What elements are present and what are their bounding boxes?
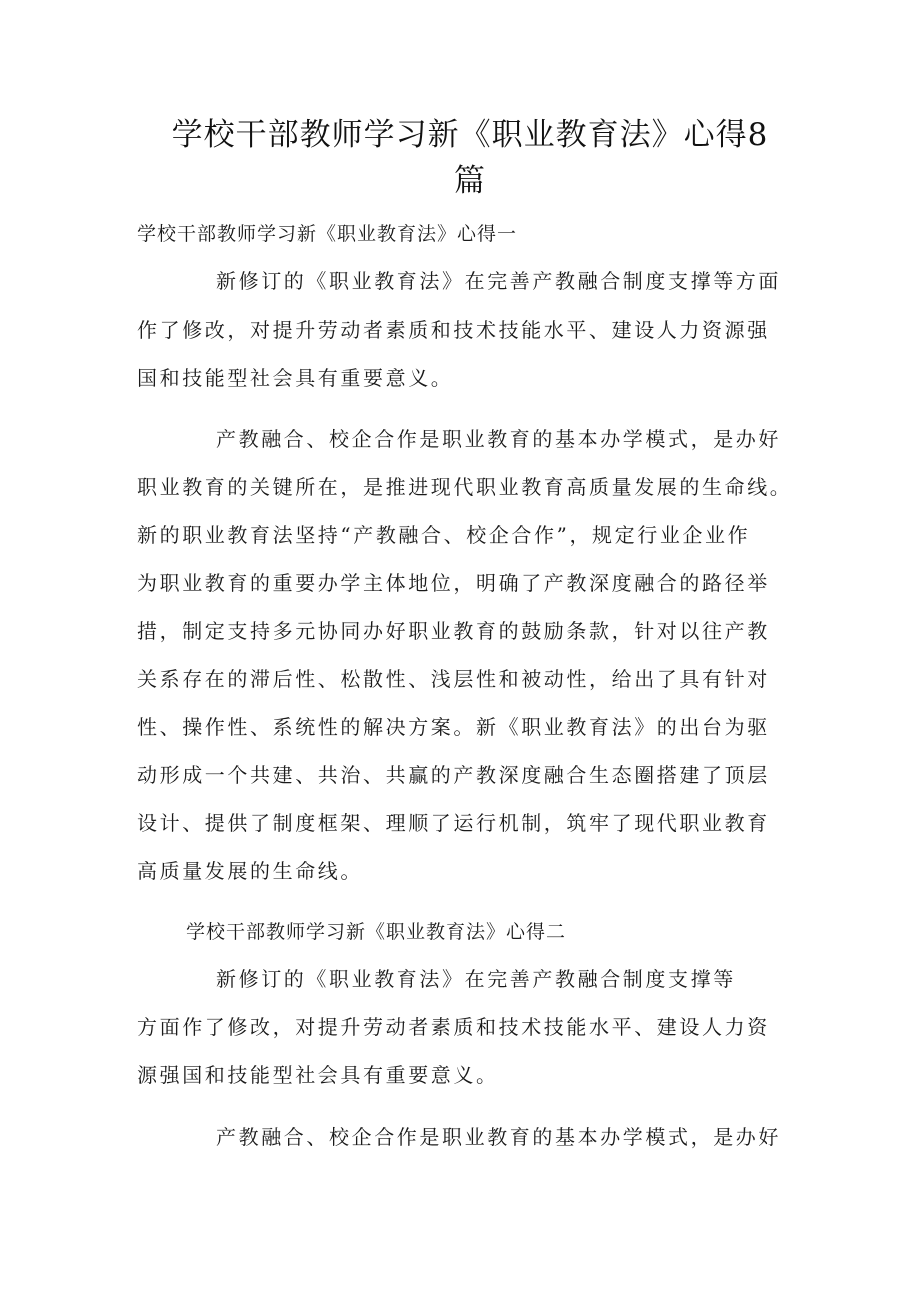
paragraph-line: 新的职业教育法坚持“产教融合、校企合作”，规定行业企业作 [137, 523, 751, 547]
paragraph-line: 动形成一个共建、共治、共赢的产教深度融合生态圈搭建了顶层 [137, 763, 770, 787]
paragraph-line: 源强国和技能型社会具有重要意义。 [137, 1063, 499, 1087]
document-title [150, 112, 790, 204]
title-line-2: 篇 [454, 163, 486, 199]
paragraph-line: 产教融合、校企合作是职业教育的基本办学模式，是办好 [216, 1125, 781, 1149]
section-heading-2: 学校干部教师学习新《职业教育法》心得二 [186, 921, 567, 943]
paragraph-line: 关系存在的滞后性、松散性、浅层性和被动性，给出了具有针对 [137, 667, 770, 691]
paragraph-line: 新修订的《职业教育法》在完善产教融合制度支撑等 [216, 967, 736, 991]
title-line-1: 学校干部教师学习新《职业教育法》心得8 [171, 117, 769, 153]
paragraph-line: 为职业教育的重要办学主体地位，明确了产教深度融合的路径举 [137, 571, 770, 595]
paragraph-line: 设计、提供了制度框架、理顺了运行机制，筑牢了现代职业教育 [137, 811, 770, 835]
paragraph-line: 性、操作性、系统性的解决方案。新《职业教育法》的出台为驱 [137, 715, 770, 739]
paragraph-line: 产教融合、校企合作是职业教育的基本办学模式，是办好 [216, 427, 781, 451]
paragraph-line: 高质量发展的生命线。 [137, 859, 363, 883]
paragraph-line: 方面作了修改，对提升劳动者素质和技术技能水平、建设人力资 [137, 1015, 770, 1039]
section-heading-1: 学校干部教师学习新《职业教育法》心得一 [137, 223, 518, 245]
paragraph-line: 措，制定支持多元协同办好职业教育的鼓励条款，针对以往产教 [137, 619, 770, 643]
paragraph-line: 作了修改，对提升劳动者素质和技术技能水平、建设人力资源强 [137, 318, 770, 342]
paragraph-line: 职业教育的关键所在，是推进现代职业教育高质量发展的生命线。 [137, 475, 793, 499]
paragraph-line: 新修订的《职业教育法》在完善产教融合制度支撑等方面 [216, 269, 781, 293]
paragraph-line: 国和技能型社会具有重要意义。 [137, 366, 454, 390]
